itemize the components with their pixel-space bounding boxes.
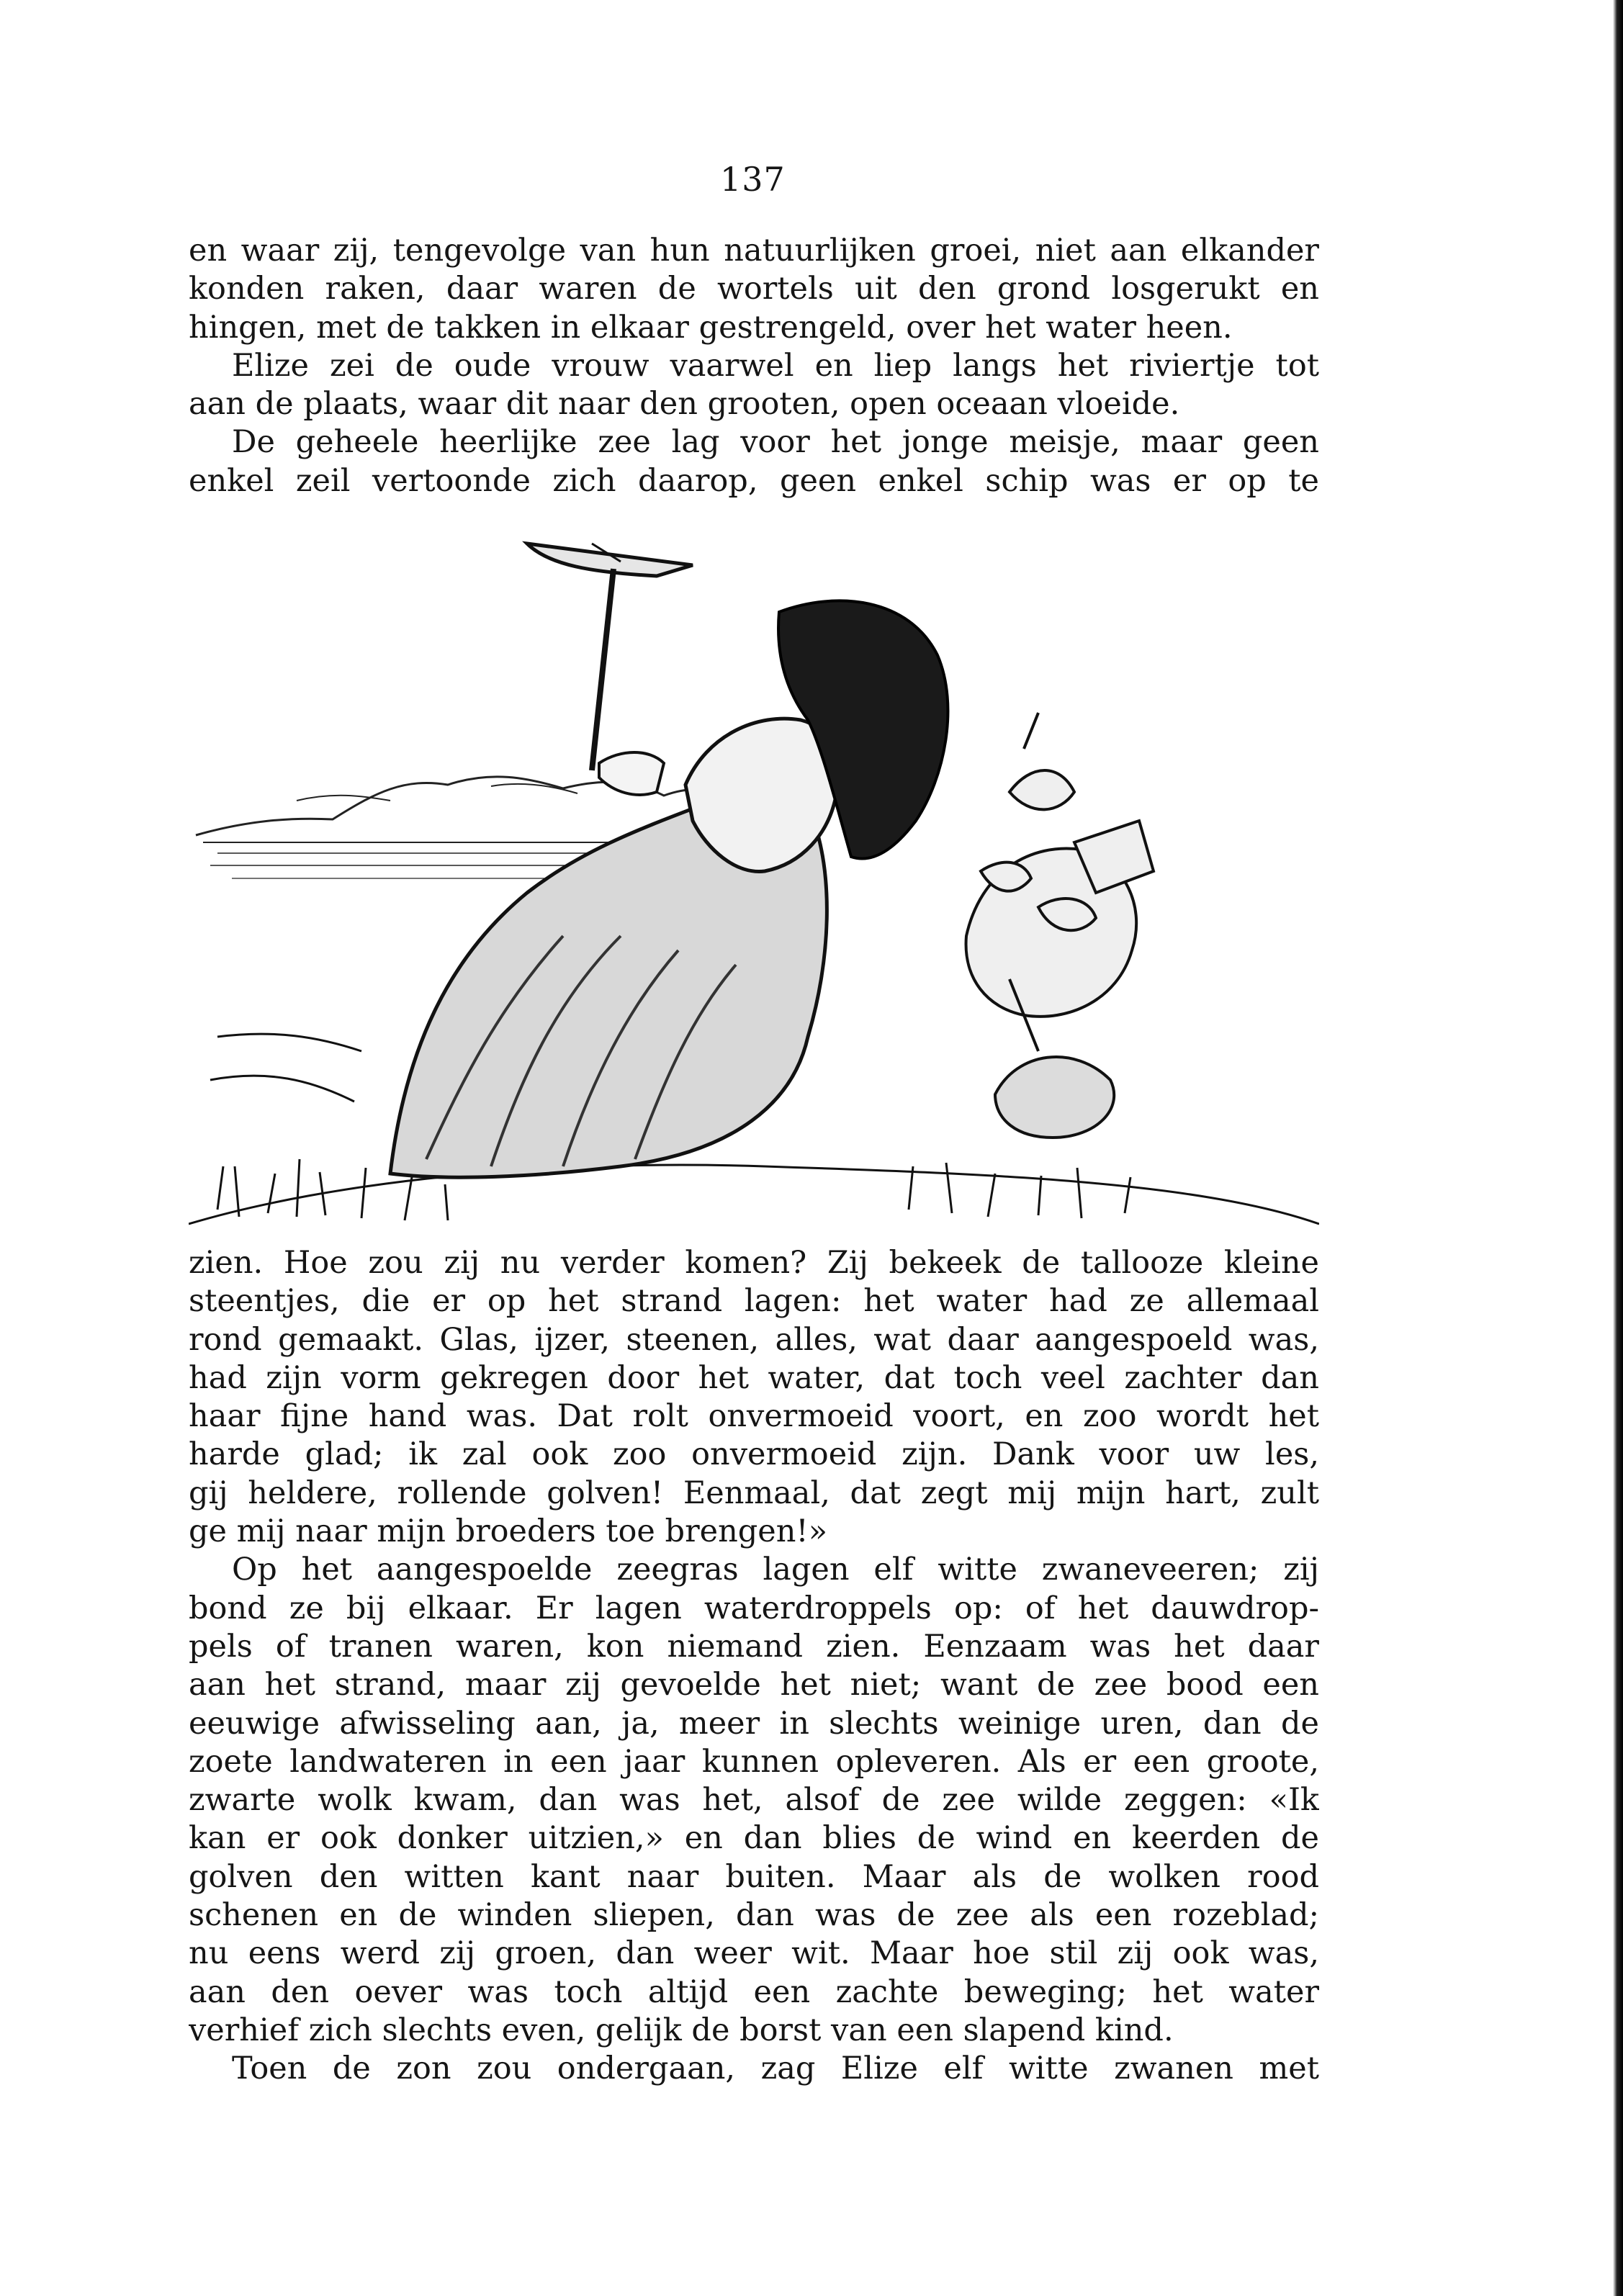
text-line: aan de plaats, waar dit naar den grooten, open oceaan vloeide. — [189, 386, 1180, 423]
text-line: harde glad; ik zal ook zoo onvermoeid zijn. Dank voor uw les, — [189, 1436, 1319, 1473]
text-line: aan den oever was toch altijd een zachte beweging; het water — [189, 1973, 1319, 2010]
text-line: en waar zij, tengevolge van hun natuurlijken groei, niet aan elkander — [189, 233, 1319, 269]
woman-figure — [390, 600, 948, 1177]
text-line: nu eens werd zij groen, dan weer wit. Maar hoe stil zij ook was, — [189, 1935, 1319, 1972]
text-line: golven den witten kant naar buiten. Maar als de wolken rood — [189, 1858, 1319, 1895]
woman-by-sea-illustration — [189, 533, 1319, 1238]
text-line: De geheele heerlijke zee lag voor het jonge meisje, maar geen — [232, 424, 1319, 461]
text-line: Elize zei de oude vrouw vaarwel en liep langs het riviertje tot — [232, 347, 1319, 384]
text-line: konden raken, daar waren de wortels uit den grond losgerukt en — [189, 271, 1319, 307]
flower-bush — [966, 713, 1154, 1138]
page-number: 137 — [720, 160, 786, 199]
text-line: pels of tranen waren, kon niemand zien. Eenzaam was het daar — [189, 1628, 1319, 1665]
text-line: steentjes, die er op het strand lagen: het water had ze allemaal — [189, 1283, 1319, 1320]
bottom-paragraphs — [189, 1244, 1319, 2089]
text-line: bond ze bij elkaar. Er lagen waterdroppels op: of het dauwdrop- — [189, 1590, 1319, 1626]
text-line: gij heldere, rollende golven! Eenmaal, dat zegt mij mijn hart, zult — [189, 1475, 1319, 1511]
text-line: verhief zich slechts even, gelijk de borst van een slapend kind. — [189, 2012, 1174, 2048]
text-line: zien. Hoe zou zij nu verder komen? Zij bekeek de tallooze kleine — [189, 1245, 1319, 1281]
text-line: kan er ook donker uitzien,» en dan blies de wind en keerden de — [189, 1820, 1319, 1857]
text-line: ge mij naar mijn broeders toe brengen!» — [189, 1513, 828, 1550]
text-line: had zijn vorm gekregen door het water, dat toch veel zachter dan — [189, 1359, 1319, 1396]
parasol — [527, 544, 693, 770]
text-line: eeuwige afwisseling aan, ja, meer in slechts weinige uren, dan de — [189, 1705, 1319, 1742]
text-line: rond gemaakt. Glas, ijzer, steenen, alles, wat daar aangespoeld was, — [189, 1321, 1319, 1358]
text-line: haar fijne hand was. Dat rolt onvermoeid voort, en zoo wordt het — [189, 1398, 1319, 1435]
text-line: enkel zeil vertoonde zich daarop, geen enkel schip was er op te — [189, 462, 1319, 499]
text-line: aan het strand, maar zij gevoelde het niet; want de zee bood een — [189, 1667, 1319, 1703]
text-line: zoete landwateren in een jaar kunnen opleveren. Als er een groote, — [189, 1743, 1319, 1780]
top-paragraphs — [189, 232, 1319, 500]
text-line: zwarte wolk kwam, dan was het, alsof de zee wilde zeggen: «Ik — [189, 1782, 1319, 1819]
text-line: schenen en de winden sliepen, dan was de zee als een rozeblad; — [189, 1897, 1319, 1934]
text-line: hingen, met de takken in elkaar gestrengeld, over het water heen. — [189, 309, 1233, 346]
page-edge-bar — [1613, 0, 1623, 2296]
text-line: Op het aangespoelde zeegras lagen elf witte zwaneveeren; zij — [232, 1552, 1319, 1588]
text-line: Toen de zon zou ondergaan, zag Elize elf witte zwanen met — [232, 2050, 1319, 2087]
